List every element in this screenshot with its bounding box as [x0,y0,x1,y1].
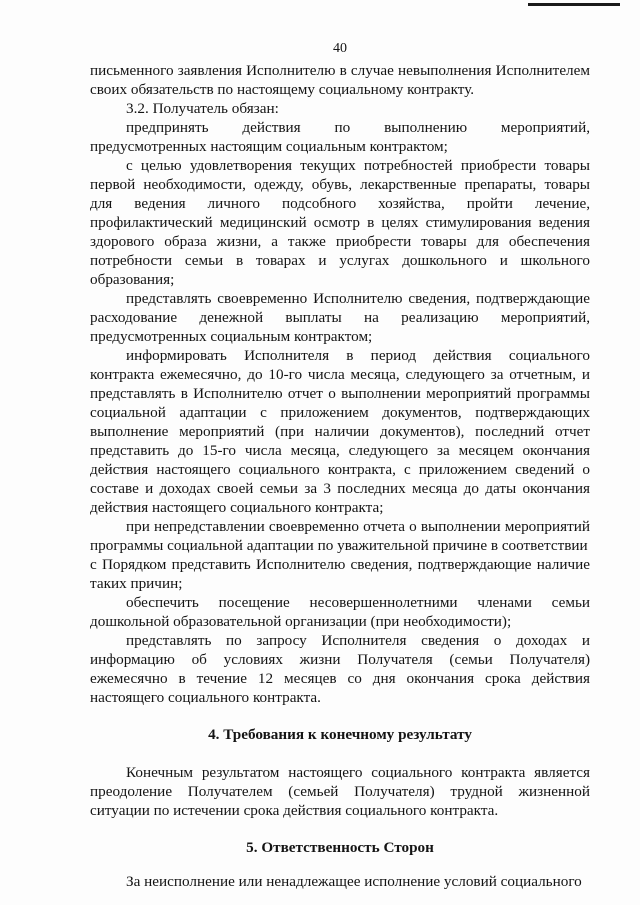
scan-edge-mark [528,3,620,6]
document-body [90,61,590,891]
clause-3-2-heading: 3.2. Получатель обязан: [126,100,279,117]
section-4-heading: 4. Требования к конечному результату [208,726,472,743]
section-4-text: Конечным результатом настоящего социального контракта является преодоление Получателем (семьей Получателя) трудной жизненной ситуации по истечении срока действия социального контракта. [90,764,590,819]
paragraph-continuation: письменного заявления Исполнителю в случае невыполнения Исполнителем своих обязательств по настоящему социальному контракту. [90,62,590,98]
obligation-paragraph-continuation: с Порядком представить Исполнителю сведения, подтверждающие наличие таких причин; [90,556,590,592]
obligation-paragraph: представлять по запросу Исполнителя сведения о доходах и информацию об условиях жизни Получателя (семьи Получателя) ежемесячно в течение 12 месяцев со дня окончания срока действия настоящего социального контракта. [90,632,590,706]
page-number: 40 [333,41,347,56]
obligation-paragraph: представлять своевременно Исполнителю сведения, подтверждающие расходование денежной выплаты на реализацию мероприятий, предусмотренных социальным контрактом; [90,290,590,345]
obligation-paragraph: с целью удовлетворения текущих потребностей приобрести товары первой необходимости, одежду, обувь, лекарственные препараты, товары для ведения личного подсобного хозяйства, пройти лечение, профилактический медицинский осмотр в целях стимулирования ведения здорового образа жизни, а также приобрести товары для обеспечения потребности семьи в товарах и услугах дошкольного и школьного образования; [90,157,590,288]
obligation-paragraph: предпринять действия по выполнению мероприятий, предусмотренных настоящим социальным контрактом; [90,119,590,155]
section-5-text: За неисполнение или ненадлежащее исполнение условий социального [126,873,582,890]
obligation-paragraph: информировать Исполнителя в период действия социального контракта ежемесячно, до 10-го числа месяца, следующего за отчетным, и представлять в Исполнителю отчет о выполнении мероприятий программы социальной адаптации с приложением документов, подтверждающих выполнение мероприятий (при наличии документов), последний отчет представить до 15-го числа месяца, следующего за месяцем окончания действия настоящего социального контракта, с приложением сведений о составе и доходах своей семьи за 3 последних месяца до даты окончания действия настоящего социального контракта; [90,347,590,516]
obligation-paragraph: обеспечить посещение несовершеннолетними членами семьи дошкольной образовательной организации (при необходимости); [90,594,590,630]
section-5-heading: 5. Ответственность Сторон [246,839,434,856]
obligation-paragraph: при непредставлении своевременно отчета о выполнении мероприятий программы социальной адаптации по уважительной причине в соответствии [90,518,590,554]
